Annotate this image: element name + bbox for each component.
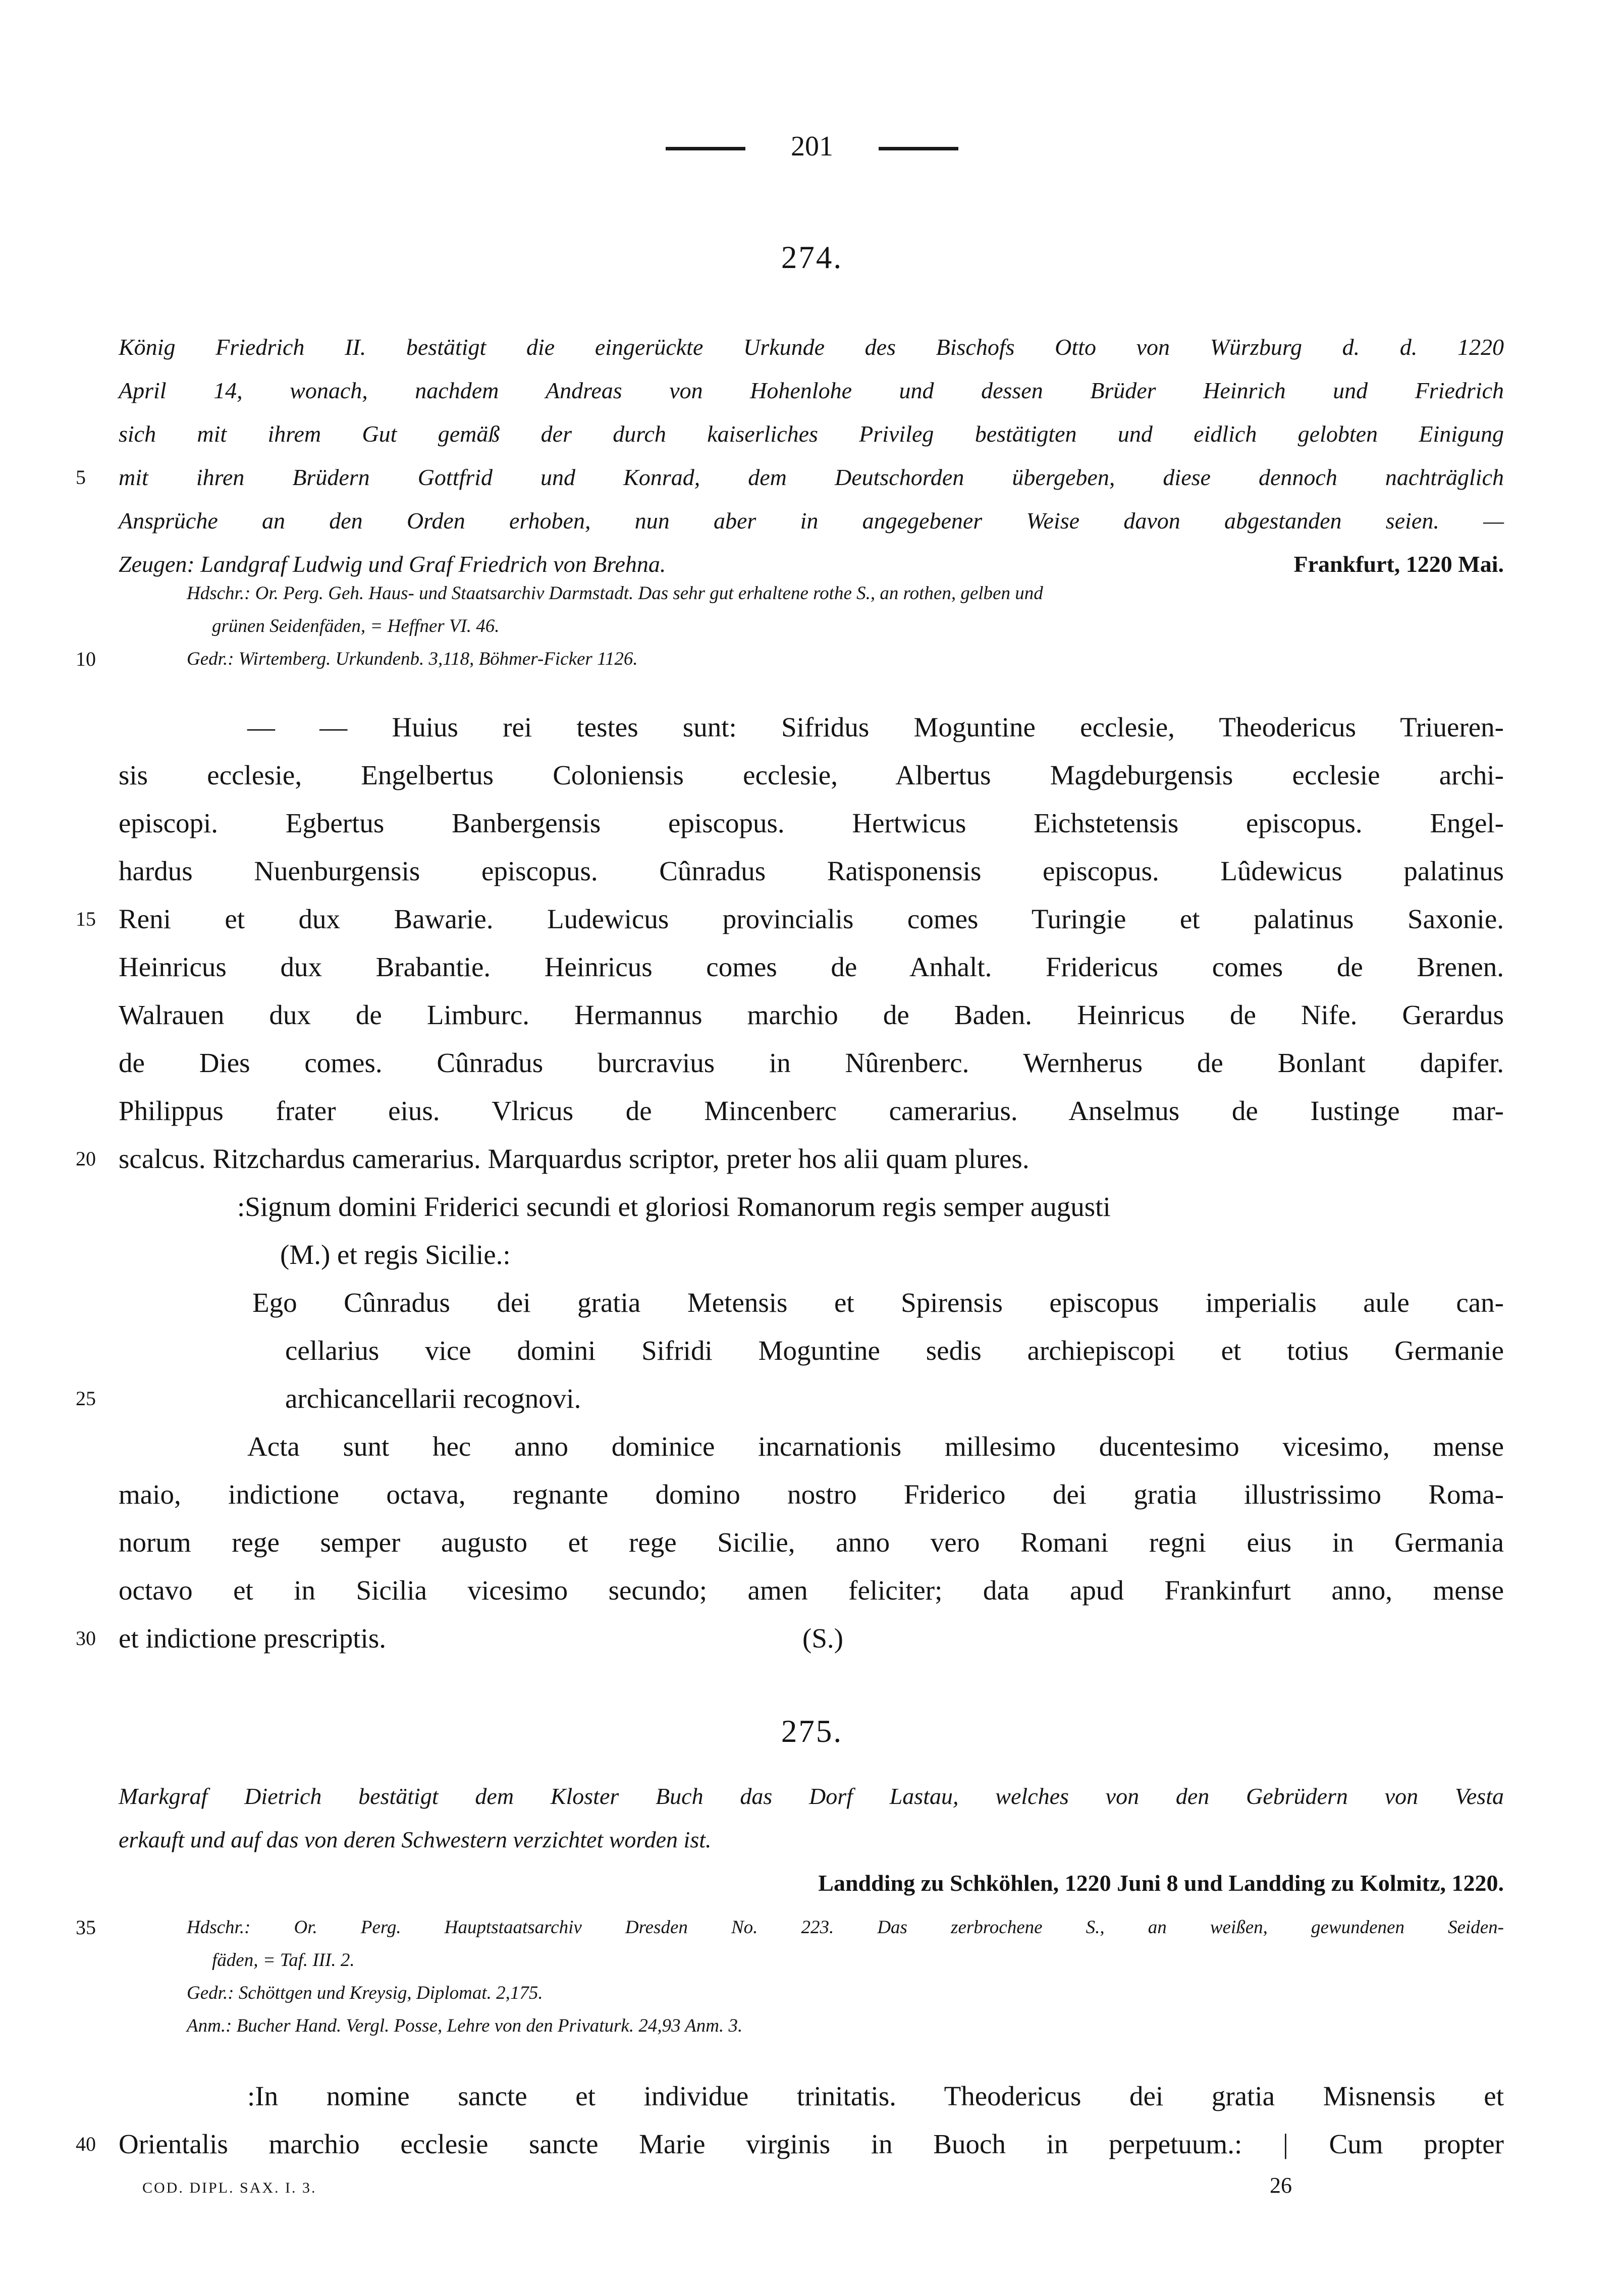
footnote-text: Hdschr.: Or. Perg. Hauptstaatsarchiv Dresden No. 223. Das zerbrochene S., an weißen, gewundenen Seiden- — [187, 1917, 1504, 1938]
latin-text: (M.) et regis Sicilie.: — [280, 1239, 511, 1270]
latin-line — [119, 1566, 1504, 1614]
footnote-line — [119, 1944, 1504, 1977]
footnote-line — [119, 577, 1504, 610]
margin-line-number: 35 — [76, 1916, 96, 1939]
footnote-line — [76, 643, 1504, 675]
summary-line — [119, 326, 1504, 369]
margin-line-number: 25 — [76, 1387, 96, 1410]
footnote-text: Gedr.: Wirtemberg. Urkundenb. 3,118, Böhmer-Ficker 1126. — [187, 649, 638, 669]
latin-text: de Dies comes. Cûnradus burcravius in Nûrenberc. Wernherus de Bonlant dapifer. — [119, 1047, 1504, 1078]
latin-text: scalcus. Ritzchardus camerarius. Marquardus scriptor, preter hos alii quam plures. — [119, 1143, 1030, 1174]
latin-text: archicancellarii recognovi. — [285, 1383, 581, 1414]
latin-line — [119, 1039, 1504, 1087]
witnesses-text: Zeugen: Landgraf Ludwig und Graf Friedrich von Brehna. — [119, 551, 666, 577]
latin-text: maio, indictione octava, regnante domino nostro Friderico dei gratia illustrissimo Roma- — [119, 1479, 1504, 1510]
latin-text: Walrauen dux de Limburc. Hermannus marchio de Baden. Heinricus de Nife. Gerardus — [119, 999, 1504, 1030]
latin-line — [76, 895, 1504, 943]
footnote-text: Hdschr.: Or. Perg. Geh. Haus- und Staatsarchiv Darmstadt. Das sehr gut erhaltene rothe S., an rothen, gelben und — [187, 583, 1043, 604]
doc-274-summary — [76, 326, 1504, 586]
summary-text: König Friedrich II. bestätigt die eingerückte Urkunde des Bischofs Otto von Würzburg d. d. 1220 — [119, 334, 1504, 360]
footnote-line — [76, 1911, 1504, 1944]
latin-text: hardus Nuenburgensis episcopus. Cûnradus Ratisponensis episcopus. Lûdewicus palatinus — [119, 856, 1504, 886]
latin-line-monogram — [119, 1231, 1504, 1279]
latin-line — [119, 1279, 1504, 1326]
sheet-number: 26 — [1270, 2173, 1292, 2198]
footnote-line — [119, 610, 1504, 643]
summary-line — [76, 456, 1504, 499]
header-rule-right — [879, 147, 958, 150]
footnote-line — [119, 1977, 1504, 2009]
latin-line — [76, 1135, 1504, 1183]
page-header — [0, 130, 1624, 163]
margin-line-number: 30 — [76, 1627, 96, 1650]
latin-text: cellarius vice domini Sifridi Moguntine sedis archiepiscopi et totius Germanie — [285, 1335, 1504, 1366]
latin-line — [119, 943, 1504, 991]
doc-274-number: 274. — [781, 240, 843, 275]
doc-275-dateline — [119, 1862, 1504, 1905]
footnote-line — [119, 2009, 1504, 2042]
margin-line-number: 40 — [76, 2133, 96, 2155]
latin-text: norum rege semper augusto et rege Sicilie, anno vero Romani regni eius in Germania — [119, 1527, 1504, 1558]
latin-text: Reni et dux Bawarie. Ludewicus provincialis comes Turingie et palatinus Saxonie. — [119, 904, 1504, 934]
doc-275-footnotes — [76, 1911, 1504, 2042]
latin-text: Ego Cûnradus dei gratia Metensis et Spirensis episcopus imperialis aule can- — [252, 1287, 1504, 1318]
page-number: 201 — [791, 131, 833, 162]
latin-text: octavo et in Sicilia vicesimo secundo; amen feliciter; data apud Frankinfurt anno, mense — [119, 1575, 1504, 1606]
margin-line-number: 15 — [76, 908, 96, 930]
summary-line — [119, 499, 1504, 543]
footnote-text: Gedr.: Schöttgen und Kreysig, Diplomat. 2,175. — [187, 1983, 543, 2003]
latin-text: :In nomine sancte et individue trinitatis. Theodericus dei gratia Misnensis et — [247, 2081, 1504, 2111]
latin-text: Orientalis marchio ecclesie sancte Marie virginis in Buoch in perpetuum.: | Cum propter — [119, 2129, 1504, 2159]
date-place: Frankfurt, 1220 Mai. — [1293, 551, 1504, 577]
summary-text: Markgraf Dietrich bestätigt dem Kloster Buch das Dorf Lastau, welches von den Gebrüdern von Vesta — [119, 1783, 1504, 1809]
summary-text: erkauft und auf das von deren Schwestern verzichtet worden ist. — [119, 1827, 712, 1852]
latin-text: Philippus frater eius. Vlricus de Mincenberc camerarius. Anselmus de Iustinge mar- — [119, 1095, 1504, 1126]
summary-line — [119, 412, 1504, 456]
summary-text: sich mit ihrem Gut gemäß der durch kaiserliches Privileg bestätigten und eidlich gelobten Einigung — [119, 421, 1504, 447]
doc-275-latin-text — [76, 2072, 1504, 2168]
summary-line — [119, 1775, 1504, 1818]
summary-line — [119, 1818, 1504, 1862]
latin-text: — — Huius rei testes sunt: Sifridus Moguntine ecclesie, Theodericus Triueren- — [247, 712, 1504, 742]
latin-text: Heinricus dux Brabantie. Heinricus comes de Anhalt. Fridericus comes de Brenen. — [119, 951, 1504, 982]
latin-line-signum — [119, 1183, 1504, 1231]
latin-line — [119, 1422, 1504, 1470]
latin-line — [119, 703, 1504, 751]
margin-line-number: 20 — [76, 1147, 96, 1170]
footnote-text: Anm.: Bucher Hand. Vergl. Posse, Lehre von den Privaturk. 24,93 Anm. 3. — [187, 2015, 743, 2036]
latin-line — [119, 751, 1504, 799]
doc-274-latin-text — [76, 703, 1504, 1662]
seal-mark: (S.) — [802, 1623, 843, 1654]
doc-274-footnotes — [76, 577, 1504, 675]
latin-line — [76, 2120, 1504, 2168]
margin-line-number: 10 — [76, 648, 96, 670]
latin-line — [119, 1087, 1504, 1135]
latin-text: episcopi. Egbertus Banbergensis episcopus. Hertwicus Eichstetensis episcopus. Engel- — [119, 808, 1504, 838]
summary-text: April 14, wonach, nachdem Andreas von Hohenlohe und dessen Brüder Heinrich und Friedrich — [119, 378, 1504, 403]
margin-line-number: 5 — [76, 466, 86, 489]
latin-line — [119, 991, 1504, 1039]
latin-text: :Signum domini Friderici secundi et gloriosi Romanorum regis semper augusti — [237, 1191, 1111, 1222]
latin-line — [119, 1518, 1504, 1566]
latin-line — [76, 1374, 1504, 1422]
latin-line — [119, 799, 1504, 847]
footnote-text: grünen Seidenfäden, = Heffner VI. 46. — [212, 616, 500, 636]
doc-275-summary — [119, 1775, 1504, 1862]
latin-text: sis ecclesie, Engelbertus Coloniensis ecclesie, Albertus Magdeburgensis ecclesie archi- — [119, 760, 1504, 790]
date-place: Landding zu Schköhlen, 1220 Juni 8 und Landding zu Kolmitz, 1220. — [818, 1870, 1504, 1896]
dateline-row — [119, 1862, 1504, 1905]
footer-signature: COD. DIPL. SAX. I. 3. — [142, 2180, 317, 2196]
header-rule-left — [666, 147, 745, 150]
latin-text: et indictione prescriptis. — [119, 1623, 386, 1654]
latin-text: Acta sunt hec anno dominice incarnationis millesimo ducentesimo vicesimo, mense — [247, 1431, 1504, 1462]
summary-text: Ansprüche an den Orden erhoben, nun aber in angegebener Weise davon abgestanden seien. — — [119, 508, 1504, 534]
latin-line — [119, 1470, 1504, 1518]
latin-line — [119, 847, 1504, 895]
latin-line-closing — [76, 1614, 1504, 1662]
doc-275-number: 275. — [781, 1714, 843, 1749]
footnote-text: fäden, = Taf. III. 2. — [212, 1950, 355, 1971]
latin-line — [119, 2072, 1504, 2120]
summary-line — [119, 369, 1504, 412]
latin-line — [119, 1326, 1504, 1374]
summary-text: mit ihren Brüdern Gottfrid und Konrad, dem Deutschorden übergeben, diese dennoch nachträglich — [119, 464, 1504, 490]
